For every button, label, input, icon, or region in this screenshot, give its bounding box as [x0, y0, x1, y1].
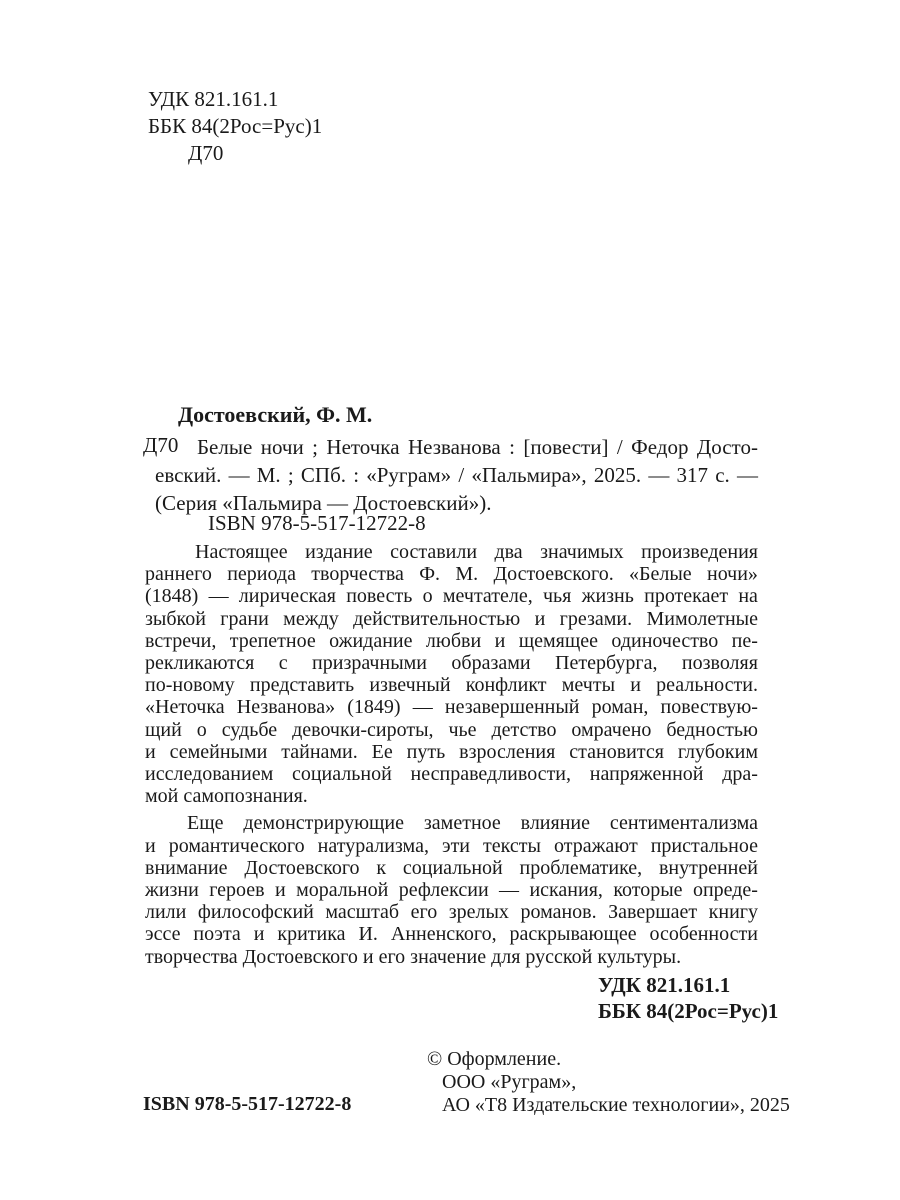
annotation-line: эссе поэта и критика И. Анненского, раскрывающее особенности: [145, 923, 758, 946]
author-heading: Достоевский, Ф. М.: [178, 402, 373, 427]
annotation-block: [145, 541, 758, 968]
entry-line: Белые ночи ; Неточка Незванова : [повести] / Федор Досто-: [197, 435, 758, 459]
annotation-paragraph-2: [145, 812, 758, 967]
annotation-paragraph-1: [145, 541, 758, 807]
annotation-line: мой самопознания.: [145, 785, 308, 808]
entry-author-sign: Д70: [143, 433, 179, 457]
annotation-line: внимание Достоевского к социальной проблематике, внутренней: [145, 856, 758, 879]
copyright-line: ООО «Руграм»,: [442, 1071, 577, 1093]
udk-code-top: УДК 821.161.1: [148, 87, 279, 111]
annotation-line: лили философский масштаб его зрелых романов. Завершает книгу: [145, 901, 758, 924]
top-classification-block: [148, 86, 322, 167]
entry-line: (Серия «Пальмира — Достоевский»).: [155, 491, 492, 515]
annotation-line: (1848) — лирическая повесть о мечтателе, чья жизнь протекает на: [145, 585, 758, 608]
annotation-line: жизни героев и моральной рефлексии — искания, которые опреде-: [145, 879, 758, 902]
isbn-bottom: ISBN 978-5-517-12722-8: [143, 1093, 352, 1115]
annotation-line: исследованием социальной несправедливости, напряженной дра-: [145, 763, 758, 786]
entry-line: евский. — М. ; СПб. : «Руграм» / «Пальмира», 2025. — 317 с. —: [155, 463, 758, 487]
udk-code-bottom: УДК 821.161.1: [598, 973, 731, 997]
bibliographic-entry: [155, 433, 758, 517]
bottom-classification-block: [598, 972, 778, 1024]
annotation-line: встречи, трепетное ожидание любви и щемящее одиночество пе-: [145, 629, 758, 652]
annotation-line: рекликаются с призрачными образами Петербурга, позволяя: [145, 652, 758, 675]
annotation-line: «Неточка Незванова» (1849) — незавершенный роман, повествую-: [145, 696, 758, 719]
annotation-line: и романтического натурализма, эти тексты отражают пристальное: [145, 834, 758, 857]
author-sign-top: Д70: [188, 141, 224, 165]
annotation-line: Настоящее издание составили два значимых произведения: [195, 541, 758, 563]
isbn-entry: ISBN 978-5-517-12722-8: [208, 511, 426, 535]
bbk-code-bottom: ББК 84(2Рос=Рус)1: [598, 999, 779, 1023]
annotation-line: раннего периода творчества Ф. М. Достоевского. «Белые ночи»: [145, 563, 758, 586]
bbk-code-top: ББК 84(2Рос=Рус)1: [148, 114, 323, 138]
annotation-line: творчества Достоевского и его значение для русской культуры.: [145, 945, 682, 968]
annotation-line: Еще демонстрирующие заметное влияние сентиментализма: [187, 812, 758, 835]
copyright-line: АО «Т8 Издательские технологии», 2025: [442, 1094, 790, 1116]
annotation-line: по-новому представить извечный конфликт мечты и реальности.: [145, 674, 758, 697]
copyright-line: © Оформление.: [427, 1048, 562, 1070]
annotation-line: щий о судьбе девочки-сироты, чье детство омрачено бедностью: [145, 718, 758, 741]
annotation-line: зыбкой грани между действительностью и грезами. Мимолетные: [145, 607, 758, 630]
annotation-line: и семейными тайнами. Ее путь взросления становится глубоким: [145, 740, 758, 763]
copyright-block: [427, 1048, 790, 1117]
